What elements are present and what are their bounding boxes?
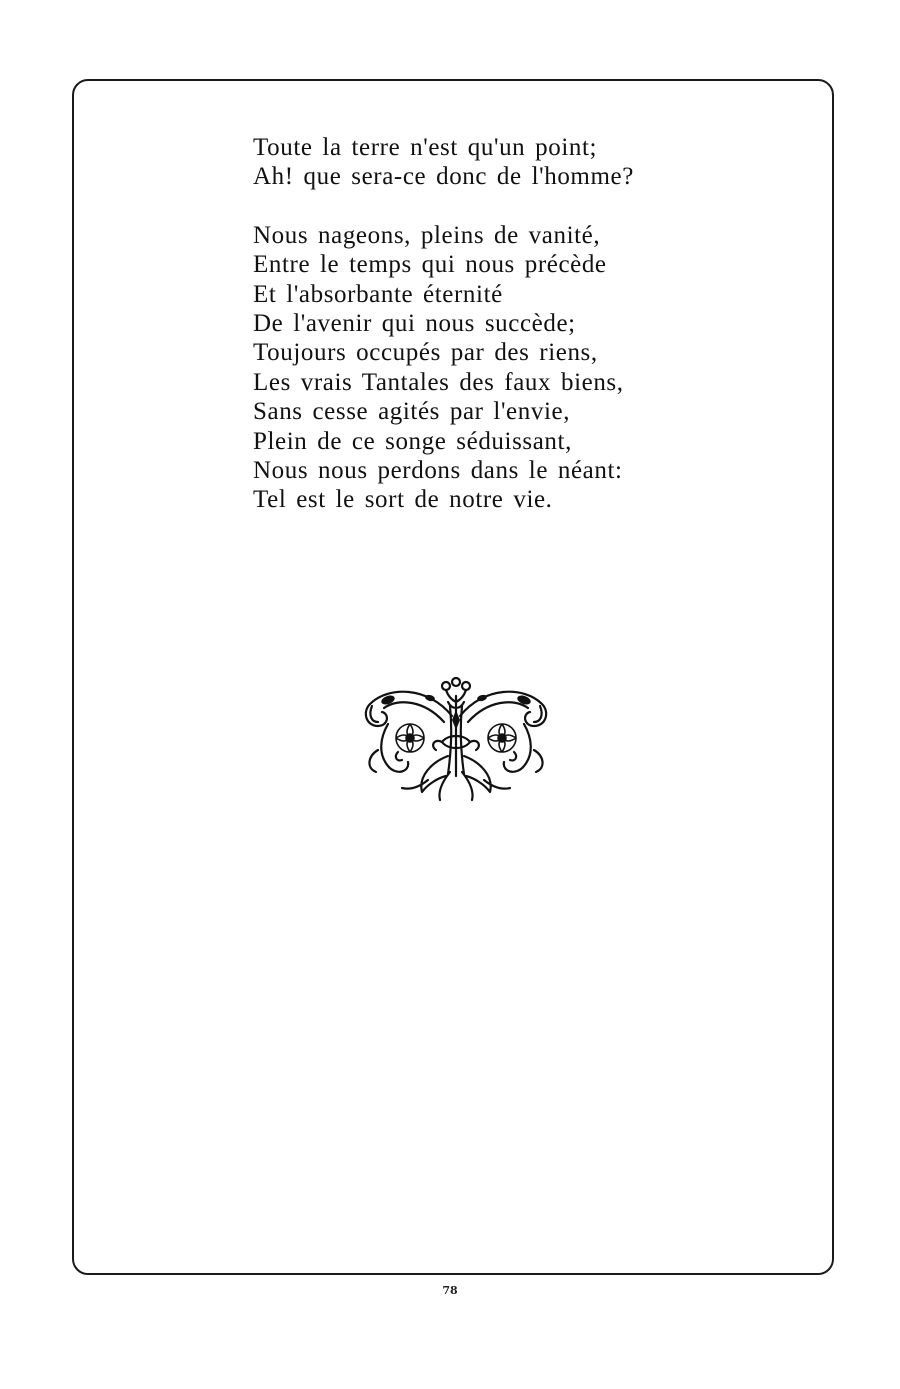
poem-line: Plein de ce songe séduissant, [253, 427, 572, 455]
poem-line: Entre le temps qui nous précède [253, 251, 607, 279]
poem-line: Sans cesse agités par l'envie, [253, 398, 571, 426]
poem-line: Les vrais Tantales des faux biens, [253, 368, 624, 396]
poem-line: Et l'absorbante éternité [253, 280, 503, 308]
poem-line: Toute la terre n'est qu'un point; [253, 134, 598, 161]
floral-vignette-icon [358, 676, 554, 802]
poem-line: Nous nous perdons dans le néant: [253, 457, 623, 485]
poem-line: Ah! que sera-ce donc de l'homme? [253, 163, 634, 191]
page-number: 78 [442, 1284, 458, 1297]
poem-line: De l'avenir qui nous succède; [253, 310, 576, 338]
poem-line: Tel est le sort de notre vie. [253, 486, 553, 514]
poem-line: Nous nageons, pleins de vanité, [253, 221, 601, 249]
stanza-1 [253, 133, 693, 192]
stanza-2 [253, 221, 693, 515]
poem-text [253, 133, 693, 544]
poem-line: Toujours occupés par des riens, [253, 339, 598, 367]
